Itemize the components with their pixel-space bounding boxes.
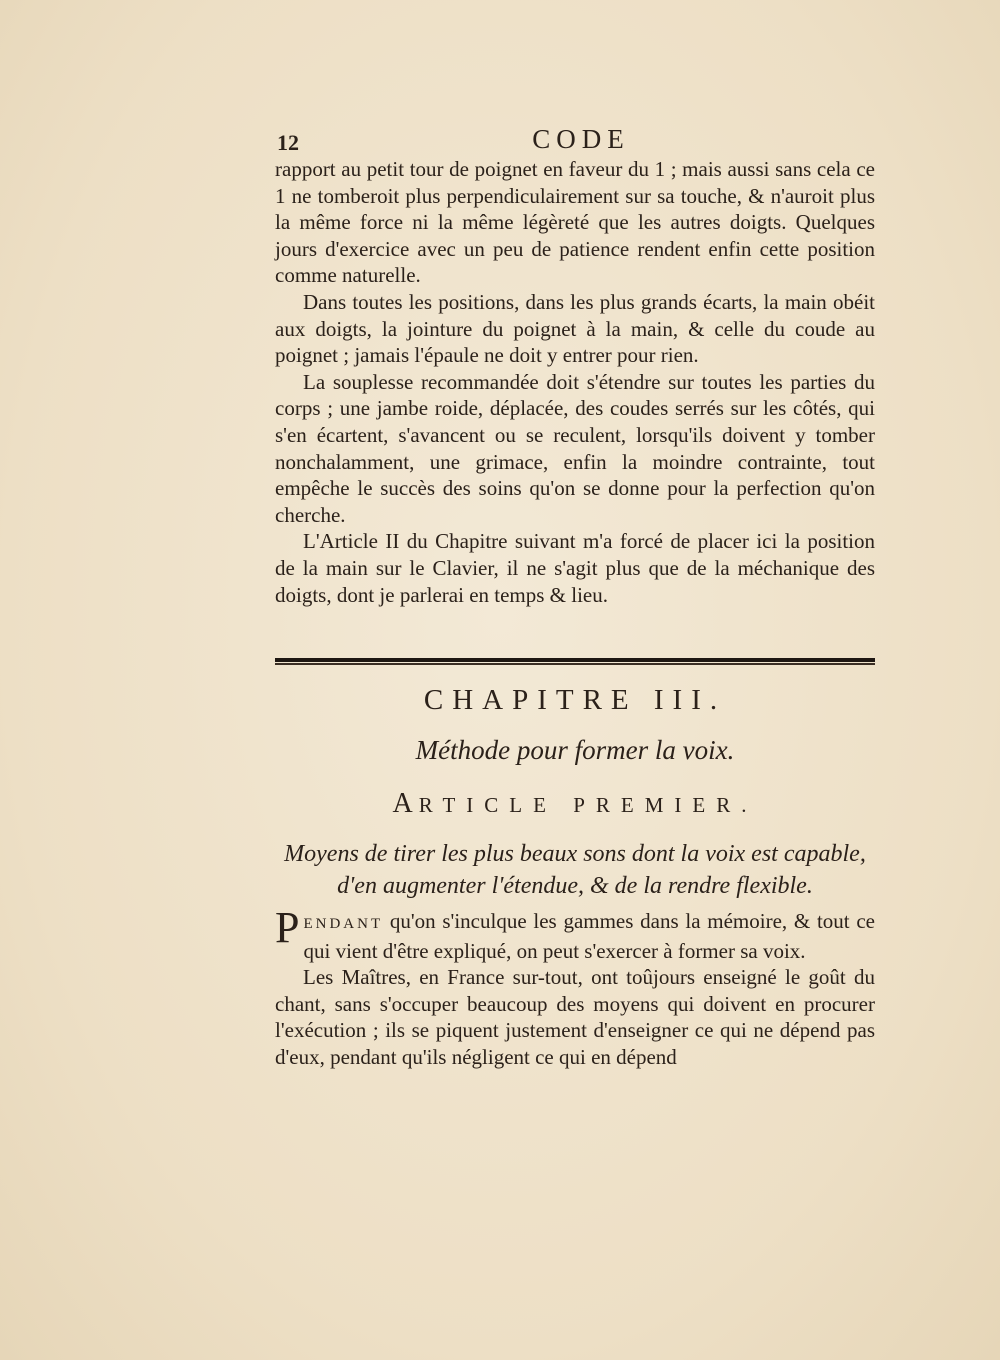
rule-thin-line	[275, 663, 875, 665]
chapter-subtitle: Méthode pour former la voix.	[415, 735, 735, 765]
article-description-line-2: d'en augmenter l'étendue, & de la rendre flexible.	[337, 873, 813, 899]
article-description	[275, 838, 875, 902]
opening-paragraph	[275, 903, 875, 964]
rule-thick-line	[275, 658, 875, 662]
paragraph-continuation: rapport au petit tour de poignet en faveur du 1 ; mais aussi sans cela ce 1 ne tomberoit plus perpendiculairement sur sa touche, & n'auroit plus la même force ni la même légèreté que les autres doigts. Quelques jours d'exercice avec un peu de patience rendent enfin cette position comme naturelle.	[275, 157, 875, 288]
paragraph: L'Article II du Chapitre suivant m'a forcé de placer ici la position de la main sur le Clavier, il ne s'agit plus que de la méchanique des doigts, dont je parlerai en temps & lieu.	[275, 529, 875, 607]
paragraph: La souplesse recommandée doit s'étendre sur toutes les parties du corps ; une jambe roide, déplacée, des coudes serrés sur les côtés, qui s'en écartent, s'avancent ou se reculent, lorsqu'ils doivent y tomber nonchalamment, une grimace, enfin la moindre contrainte, tout empêche le succès des soins qu'on se donne pour la perfection qu'on cherche.	[275, 369, 875, 527]
paragraph: Dans toutes les positions, dans les plus grands écarts, la main obéit aux doigts, la jointure du poignet à la main, & celle du coude au poignet ; jamais l'épaule ne doit y entrer pour rien.	[275, 289, 875, 368]
article-title	[275, 788, 875, 820]
chapter-title: CHAPITRE III.	[423, 684, 727, 716]
paragraph: Les Maîtres, en France sur-tout, ont toûjours enseigné le goût du chant, sans s'occuper beaucoup des moyens qui doivent en procurer l'exécution ; ils se piquent justement d'enseigner ce qui ne dépend pas d'eux, pendant qu'ils négligent ce qui en dépend	[275, 965, 875, 1069]
body-text-section-2	[275, 903, 875, 1071]
article-title-rest: RTICLE PREMIER.	[418, 793, 758, 817]
page-number: 12	[277, 130, 299, 155]
drop-cap: P	[275, 903, 300, 952]
opening-word-smallcaps: ENDANT	[303, 916, 384, 932]
body-text-section-1	[275, 156, 875, 608]
ornamental-rule	[275, 658, 875, 666]
article-description-line-1: Moyens de tirer les plus beaux sons dont la voix est capable,	[284, 841, 866, 867]
running-head: CODE	[532, 124, 630, 154]
opening-paragraph-text: qu'on s'inculque les gammes dans la mémoire, & tout ce qui vient d'être expliqué, on peut s'exercer à former sa voix.	[303, 909, 875, 963]
article-title-initial: A	[392, 788, 419, 819]
